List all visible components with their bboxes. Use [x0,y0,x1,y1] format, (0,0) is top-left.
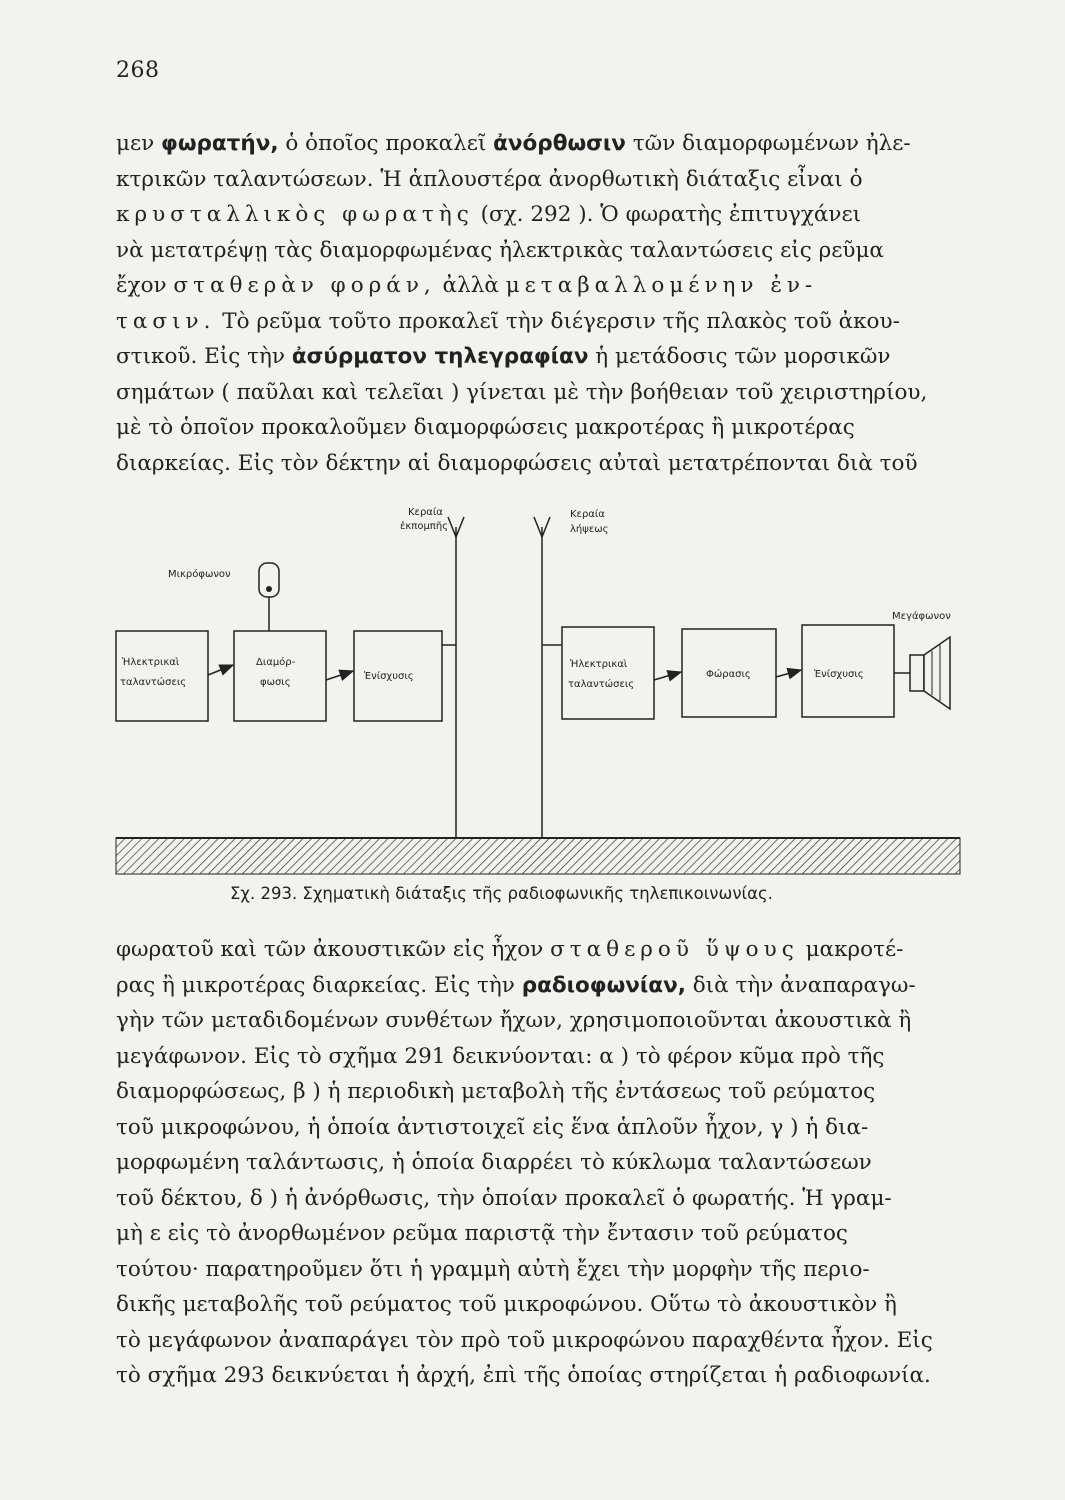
arrow-osc-to-mod [208,665,233,675]
spaced-term: σταθερὰν φοράν, [173,273,436,298]
bold-term: φωρατήν, [161,131,279,156]
microphone-icon [259,563,279,631]
text-line [116,1358,964,1394]
bold-term: ἀνόρθωσιν [493,131,626,156]
text-segment: μεν [116,131,162,156]
radio-diagram [110,505,970,885]
text-line [116,233,964,269]
text-line [116,268,964,304]
text-line [116,375,964,411]
text-segment: μορφωμένη ταλάντωσις, ἡ ὁποία διαρρέει τὸ κύκλωμα ταλαντώσεων [116,1150,872,1175]
text-segment: μὴ ε εἰς τὸ ἀνορθωμένον ρεῦμα παριστᾷ τὴν ἔντασιν τοῦ ρεύματος [116,1221,848,1246]
text-segment: διαμορφώσεως, β ) ἡ περιοδικὴ μεταβολὴ τῆς ἐντάσεως τοῦ ρεύματος [116,1079,876,1104]
antenna-tx [448,517,464,838]
box-oscillations-tx [116,631,208,721]
text-segment: μὲ τὸ ὁποῖον προκαλοῦμεν διαμορφώσεις μακροτέρας ἢ μικροτέρας [116,415,855,440]
text-segment: τὸ μεγάφωνον ἀναπαράγει τὸν πρὸ τοῦ μικροφώνου παραχθέντα ἦχον. Εἰς [116,1327,933,1353]
label-oscillations-tx: Ἠλεκτρικαὶ [122,657,180,668]
text-line [116,1216,964,1252]
text-line [116,1039,964,1075]
text-segment: Τὸ ρεῦμα τοῦτο προκαλεῖ τὴν διέγερσιν τῆς πλακὸς τοῦ ἀκου- [215,308,900,334]
text-segment: μακροτέ- [798,937,904,962]
text-line [116,932,964,968]
label-oscillations-rx-2: ταλαντώσεις [568,679,635,690]
text-segment: διὰ τὴν ἀναπαραγω- [685,972,916,998]
text-segment: τῶν διαμορφωμένων ἠλε- [625,131,911,156]
spaced-term: τασιν. [116,308,216,334]
arrow-osc-to-det [654,672,681,680]
box-oscillations-rx [562,627,654,719]
loudspeaker-icon [894,637,950,709]
text-segment: στικοῦ. Εἰς τὴν [116,344,292,369]
text-segment: τοῦ δέκτου, δ ) ἡ ἀνόρθωσις, τὴν ὁποίαν προκαλεῖ ὁ φωρατής. Ἡ γραμ- [116,1185,892,1211]
text-segment: τούτου· παρατηροῦμεν ὅτι ἡ γραμμὴ αὐτὴ ἔχει τὴν μορφὴν τῆς περιο- [116,1256,870,1282]
bold-term: ραδιοφωνίαν, [521,972,686,998]
bold-term: ἀσύρματον τηλεγραφίαν [291,344,589,369]
label-amplification-tx: Ἐνίσχυσις [364,671,414,682]
text-line [116,304,964,340]
ground-hatch [116,838,960,874]
text-segment: γὴν τῶν μεταδιδομένων συνθέτων ἤχων, χρησιμοποιοῦνται ἀκουστικὰ ἢ [116,1008,912,1033]
paragraph-bottom [116,932,964,1394]
text-line [116,339,964,375]
text-line [116,1110,964,1146]
label-oscillations-tx-2: ταλαντώσεις [120,677,187,688]
text-segment: τοῦ μικροφώνου, ἡ ὁποία ἀντιστοιχεῖ εἰς ἕνα ἁπλοῦν ἦχον, γ ) ἡ δια- [116,1114,869,1140]
figure-293 [110,505,970,885]
text-segment: τὸ σχῆμα 293 δεικνύεται ἡ ἀρχή, ἐπὶ τῆς ὁποίας στηρίζεται ἡ ραδιοφωνία. [116,1363,931,1388]
spaced-term: μεταβαλλομένην ἐν- [505,273,818,298]
text-segment: ἀλλὰ [435,273,506,298]
label-antenna-tx-2: ἐκπομπῆς [400,521,449,532]
text-segment: δικῆς μεταβολῆς τοῦ ρεύματος τοῦ μικροφώνου. Οὕτω τὸ ἀκουστικὸν ἢ [116,1292,897,1317]
spaced-term: κρυσταλλικὸς φωρατὴς [116,202,474,227]
antenna-rx [534,517,550,838]
text-segment: κτρικῶν ταλαντώσεων. Ἡ ἁπλουστέρα ἀνορθωτικὴ διάταξις εἶναι ὁ [116,166,863,192]
figure-caption: Σχ. 293. Σχηματικὴ διάταξις τῆς ραδιοφωνικῆς τηλεπικοινωνίας. [230,884,773,903]
label-detection: Φώρασις [706,669,751,680]
label-loudspeaker: Μεγάφωνον [892,611,951,622]
text-line [116,968,964,1004]
label-microphone: Μικρόφωνον [168,569,231,580]
text-line [116,1003,964,1039]
arrow-det-to-amp [776,670,801,677]
label-antenna-rx: Κεραία [570,509,605,520]
text-segment: (σχ. 292 ). Ὁ φωρατὴς ἐπιτυγχάνει [473,202,862,227]
text-segment: διαρκείας. Εἰς τὸν δέκτην αἱ διαμορφώσεις αὐταὶ μετατρέπονται διὰ τοῦ [116,450,918,476]
text-line [116,1181,964,1217]
page-number: 268 [116,58,160,83]
spaced-term: σταθεροῦ ὕψους [550,937,799,962]
text-segment: νὰ μετατρέψῃ τὰς διαμορφωμένας ἠλεκτρικὰς ταλαντώσεις εἰς ρεῦμα [116,237,884,263]
label-modulation-2: φωσις [260,677,291,688]
text-segment: μεγάφωνον. Εἰς τὸ σχῆμα 291 δεικνύονται: α ) τὸ φέρον κῦμα πρὸ τῆς [116,1043,885,1069]
label-oscillations-rx: Ἠλεκτρικαὶ [570,659,628,670]
box-modulation [234,631,326,721]
text-line [116,410,964,446]
text-line [116,446,964,482]
text-segment: ὁ ὁποῖος προκαλεῖ [278,131,494,156]
text-line [116,1252,964,1288]
text-line [116,162,964,198]
label-antenna-tx: Κεραία [408,507,443,518]
text-line [116,1287,964,1323]
text-line [116,1323,964,1359]
text-segment: σημάτων ( παῦλαι καὶ τελεῖαι ) γίνεται μὲ τὴν βοήθειαν τοῦ χειριστηρίου, [116,379,928,405]
text-segment: ρας ἢ μικροτέρας διαρκείας. Εἰς τὴν [116,972,522,998]
text-line [116,1145,964,1181]
arrow-mod-to-amp [326,671,353,680]
paragraph-top [116,126,964,481]
label-modulation: Διαμόρ- [256,657,296,668]
text-segment: ἡ μετάδοσις τῶν μορσικῶν [588,344,891,369]
label-antenna-rx-2: λήψεως [570,524,609,535]
text-line [116,1074,964,1110]
text-segment: ἔχον [116,273,174,298]
text-segment: φωρατοῦ καὶ τῶν ἀκουστικῶν εἰς ἦχον [116,937,551,962]
label-amplification-rx: Ἐνίσχυσις [814,669,864,680]
text-line [116,197,964,233]
text-line [116,126,964,162]
